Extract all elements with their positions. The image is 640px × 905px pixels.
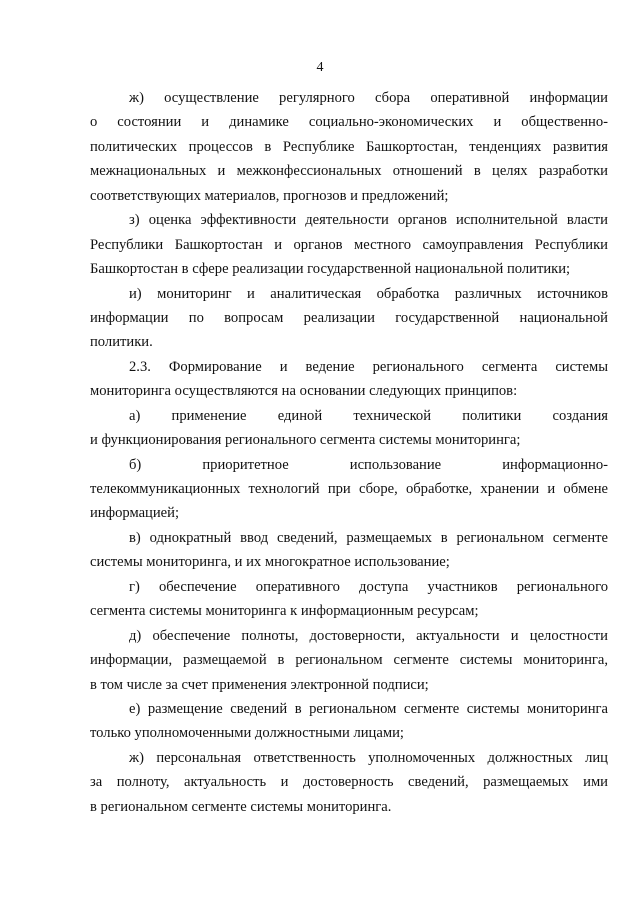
- paragraph-b: [90, 453, 608, 526]
- paragraph-zh-1: [90, 86, 608, 208]
- paragraph-z: [90, 208, 608, 281]
- text-line: информации, размещаемой в региональном сегменте системы мониторинга,: [90, 652, 608, 669]
- paragraph-i: [90, 282, 608, 355]
- paragraph-d: [90, 624, 608, 697]
- text-line: а) применение единой технической политики создания: [129, 407, 608, 424]
- text-line: только уполномоченными должностными лицами;: [90, 725, 404, 742]
- text-line: Башкортостан в сфере реализации государственной национальной политики;: [90, 261, 571, 278]
- paragraph-2-3: [90, 355, 608, 404]
- text-line: в) однократный ввод сведений, размещаемых в региональном сегменте: [129, 529, 608, 546]
- text-line: за полноту, актуальность и достоверность сведений, размещаемых ими: [90, 774, 608, 791]
- text-line: о состоянии и динамике социально-экономических и общественно-: [90, 114, 608, 131]
- text-line: сегмента системы мониторинга к информационным ресурсам;: [90, 603, 479, 620]
- text-line: з) оценка эффективности деятельности органов исполнительной власти: [129, 212, 608, 229]
- text-line: системы мониторинга, и их многократное использование;: [90, 554, 450, 571]
- text-line: ж) персональная ответственность уполномоченных должностных лиц: [129, 749, 608, 766]
- text-line: б) приоритетное использование информационно-: [129, 456, 608, 473]
- paragraph-e: [90, 697, 608, 746]
- text-line: телекоммуникационных технологий при сборе, обработке, хранении и обмене: [90, 481, 608, 497]
- paragraph-g: [90, 575, 608, 624]
- text-line: 2.3. Формирование и ведение регионального сегмента системы: [129, 358, 608, 375]
- paragraph-zh-2: [90, 746, 608, 819]
- text-line: информацией;: [90, 505, 180, 522]
- text-line: и функционирования регионального сегмента системы мониторинга;: [90, 432, 521, 449]
- page-number: 4: [316, 60, 324, 75]
- paragraph-v: [90, 526, 608, 575]
- text-line: в том числе за счет применения электронной подписи;: [90, 676, 429, 693]
- text-line: д) обеспечение полноты, достоверности, актуальности и целостности: [129, 627, 608, 644]
- text-line: мониторинга осуществляются на основании следующих принципов:: [90, 383, 518, 400]
- text-line: политических процессов в Республике Башкортостан, тенденциях развития: [90, 138, 608, 155]
- text-line: политики.: [90, 334, 153, 351]
- text-line: информации по вопросам реализации государственной национальной: [90, 309, 608, 326]
- text-line: межнациональных и межконфессиональных отношений в целях разработки: [90, 163, 608, 180]
- document-body: [90, 86, 608, 819]
- text-line: Республики Башкортостан и органов местного самоуправления Республики: [90, 236, 608, 253]
- text-line: в региональном сегменте системы мониторинга.: [90, 798, 392, 815]
- text-line: е) размещение сведений в региональном сегменте системы мониторинга: [129, 700, 608, 717]
- text-line: ж) осуществление регулярного сбора оперативной информации: [129, 90, 608, 106]
- text-line: г) обеспечение оперативного доступа участников регионального: [129, 578, 608, 595]
- paragraph-a: [90, 404, 608, 453]
- text-line: и) мониторинг и аналитическая обработка различных источников: [129, 285, 608, 302]
- text-line: соответствующих материалов, прогнозов и предложений;: [90, 187, 449, 204]
